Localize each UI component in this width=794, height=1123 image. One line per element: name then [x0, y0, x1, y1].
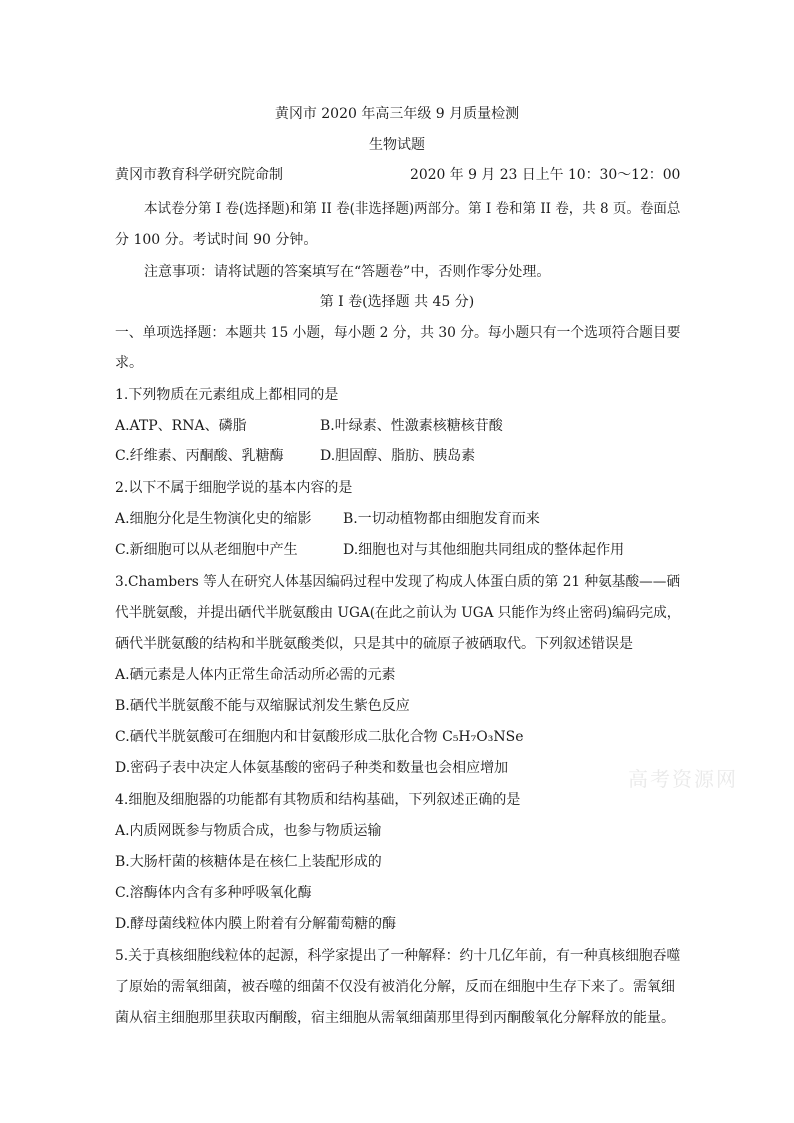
- q3-stem-line-3: 硒代半胱氨酸的结构和半胱氨酸类似，只是其中的硫原子被硒取代。下列叙述错误是: [115, 636, 633, 652]
- q2-option-b: B.一切动植物都由细胞发育而来: [343, 511, 540, 527]
- q2-option-a: A.细胞分化是生物演化史的缩影: [115, 511, 312, 527]
- q2-option-c: C.新细胞可以从老细胞中产生: [115, 542, 298, 558]
- q4-option-c: C.溶酶体内含有多种呼吸氧化酶: [115, 885, 312, 901]
- notice: 注意事项：请将试题的答案填写在“答题卷”中，否则作零分处理。: [144, 264, 551, 280]
- q4-stem: 4.细胞及细胞器的功能都有其物质和结构基础，下列叙述正确的是: [115, 792, 521, 808]
- subject-title: 生物试题: [369, 137, 425, 153]
- q4-option-b: B.大肠杆菌的核糖体是在核仁上装配形成的: [115, 854, 382, 870]
- q3-option-c: C.硒代半胱氨酸可在细胞内和甘氨酸形成二肽化合物 C₅H₇O₃NSe: [115, 729, 524, 745]
- q4-option-d: D.酵母菌线粒体内膜上附着有分解葡萄糖的酶: [115, 916, 397, 932]
- q3-option-d: D.密码子表中决定人体氨基酸的密码子种类和数量也会相应增加: [115, 760, 509, 776]
- intro-line-1: 本试卷分第 I 卷(选择题)和第 II 卷(非选择题)两部分。第 I 卷和第 II 卷，共 8 页。卷面总: [144, 201, 681, 217]
- exam-title: 黄冈市 2020 年高三年级 9 月质量检测: [274, 106, 520, 122]
- q4-option-a: A.内质网既参与物质合成，也参与物质运输: [115, 823, 382, 839]
- section-heading-line-1: 一、单项选择题：本题共 15 小题，每小题 2 分，共 30 分。每小题只有一个选项符合题目要: [115, 325, 681, 341]
- issuer: 黄冈市教育科学研究院命制: [115, 167, 283, 183]
- q2-stem: 2.以下不属于细胞学说的基本内容的是: [115, 480, 353, 496]
- q5-stem-line-2: 了原始的需氧细菌，被吞噬的细菌不仅没有被消化分解，反而在细胞中生存下来了。需氧细: [115, 979, 675, 995]
- q1-option-a: A.ATP、RNA、磷脂: [115, 418, 247, 434]
- q3-stem-line-1: 3.Chambers 等人在研究人体基因编码过程中发现了构成人体蛋白质的第 21 种氨基酸——硒: [115, 574, 681, 590]
- q1-option-c: C.纤维素、丙酮酸、乳糖酶: [115, 448, 284, 464]
- part1-title: 第 I 卷(选择题 共 45 分): [319, 294, 475, 310]
- exam-time: 2020 年 9 月 23 日上午 10：30～12：00: [410, 167, 681, 183]
- intro-line-2: 分 100 分。考试时间 90 分钟。: [115, 232, 318, 248]
- q3-option-a: A.硒元素是人体内正常生命活动所必需的元素: [115, 667, 396, 683]
- q5-stem-line-3: 菌从宿主细胞那里获取丙酮酸，宿主细胞从需氧细菌那里得到丙酮酸氧化分解释放的能量。: [115, 1010, 675, 1026]
- watermark: 高考资源网: [628, 767, 738, 791]
- q1-option-d: D.胆固醇、脂肪、胰岛素: [320, 448, 476, 464]
- section-heading-line-2: 求。: [115, 355, 143, 371]
- q5-stem-line-1: 5.关于真核细胞线粒体的起源，科学家提出了一种解释：约十几亿年前，有一种真核细胞吞噬: [115, 948, 681, 964]
- q3-stem-line-2: 代半胱氨酸，并提出硒代半胱氨酸由 UGA(在此之前认为 UGA 只能作为终止密码)编码完成，: [115, 605, 681, 621]
- q1-option-b: B.叶绿素、性激素核糖核苷酸: [320, 418, 503, 434]
- q1-stem: 1.下列物质在元素组成上都相同的是: [115, 387, 339, 403]
- q3-option-b: B.硒代半胱氨酸不能与双缩脲试剂发生紫色反应: [115, 698, 410, 714]
- q2-option-d: D.细胞也对与其他细胞共同组成的整体起作用: [343, 542, 625, 558]
